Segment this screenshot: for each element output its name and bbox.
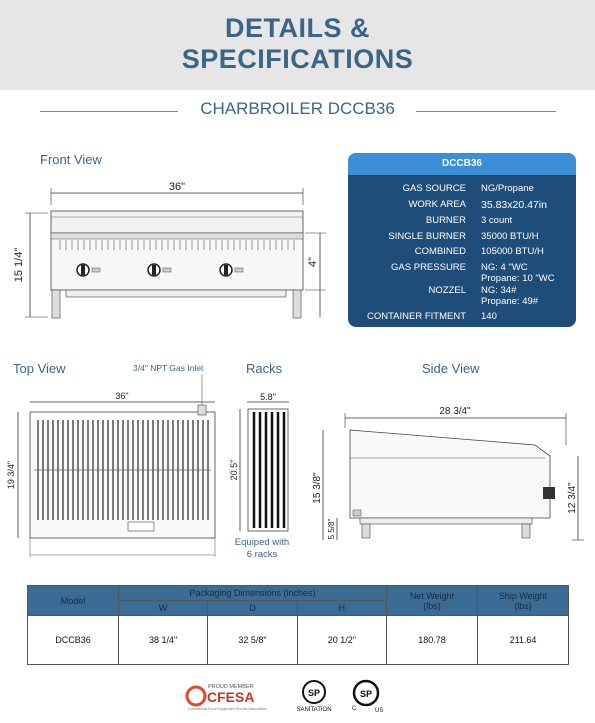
spec-panel: DCCB36 GAS SOURCE NG/Propane WORK AREA 35.83x20.47in BURNER 3 count SINGLE BURNER 35000 BTU/H COMBINED 105000 BTU/H GAS PRESSURE NG: 4 "WC Propane: 10 "WC NOZZEL NG: 34# Propane: 49# CONTAINER FITMENT 140 [348, 153, 576, 327]
side-height2-label: 12 3/4" [567, 482, 578, 514]
top-width-label: 36" [115, 391, 129, 401]
col-d: D [208, 601, 297, 616]
col-w: W [119, 601, 208, 616]
rack-width-label: 5.8" [260, 392, 276, 402]
svg-text:US: US [375, 708, 384, 714]
cell-ship: 211.64 [478, 616, 569, 665]
front-leg-label: 4" [307, 256, 319, 268]
side-view-title: Side View [422, 361, 480, 376]
svg-text:PROUD MEMBER: PROUD MEMBER [208, 684, 254, 690]
table-row [28, 616, 569, 665]
cell-h: 20 1/2" [297, 616, 386, 665]
cfesa-logo [187, 684, 267, 711]
packaging-table [27, 585, 569, 665]
col-net-weight: Net Weight (lbs) [387, 586, 478, 616]
gas-inlet-label: 3/4" NPT Gas Inlet [133, 363, 204, 373]
svg-text:SANITATION: SANITATION [296, 707, 332, 713]
top-view-title: Top View [13, 361, 66, 376]
spec-nozzel-propane: Propane: 49# [481, 296, 539, 307]
page-title-line2: SPECIFICATIONS [181, 44, 414, 74]
spec-model: DCCB36 [348, 153, 576, 175]
svg-text:SP: SP [359, 689, 373, 699]
product-subtitle: CHARBROILER DCCB36 [200, 99, 395, 118]
cell-d: 32 5/8" [208, 616, 297, 665]
cell-net: 180.78 [387, 616, 478, 665]
racks-note: Equiped with 6 racks [234, 537, 290, 560]
page-title-line1: DETAILS & [225, 13, 370, 43]
side-height-label: 15 3/8" [312, 472, 323, 504]
rack-length-label: 20.5" [229, 459, 239, 481]
top-depth-label: 19 3/4" [6, 460, 16, 490]
spec-gas-pressure-propane: Propane: 10 "WC [481, 273, 555, 284]
col-ship-weight: Ship Weight (lbs) [478, 586, 569, 616]
cell-w: 38 1/4" [119, 616, 208, 665]
col-model: Model [28, 586, 119, 616]
svg-text:SP: SP [307, 688, 321, 698]
svg-text:Commercial Food Equipment Serv: Commercial Food Equipment Service Association [188, 707, 267, 711]
certification-logos [0, 678, 595, 718]
csa-us-logo [352, 681, 383, 714]
racks-title: Racks [246, 361, 283, 376]
svg-text:C: C [352, 706, 357, 712]
svg-text:CFESA: CFESA [207, 689, 255, 705]
cell-model: DCCB36 [28, 616, 119, 665]
front-view-title: Front View [40, 152, 102, 167]
front-width-label: 36" [168, 181, 186, 193]
front-height-label: 15 1/4" [13, 247, 25, 283]
side-leg-label: 5 5/8" [327, 518, 336, 540]
col-h: H [297, 601, 386, 616]
col-packaging: Packaging Dimensions (inches) [119, 586, 387, 601]
side-depth-label: 28 3/4" [439, 406, 471, 417]
csa-sanitation-logo [296, 681, 331, 713]
